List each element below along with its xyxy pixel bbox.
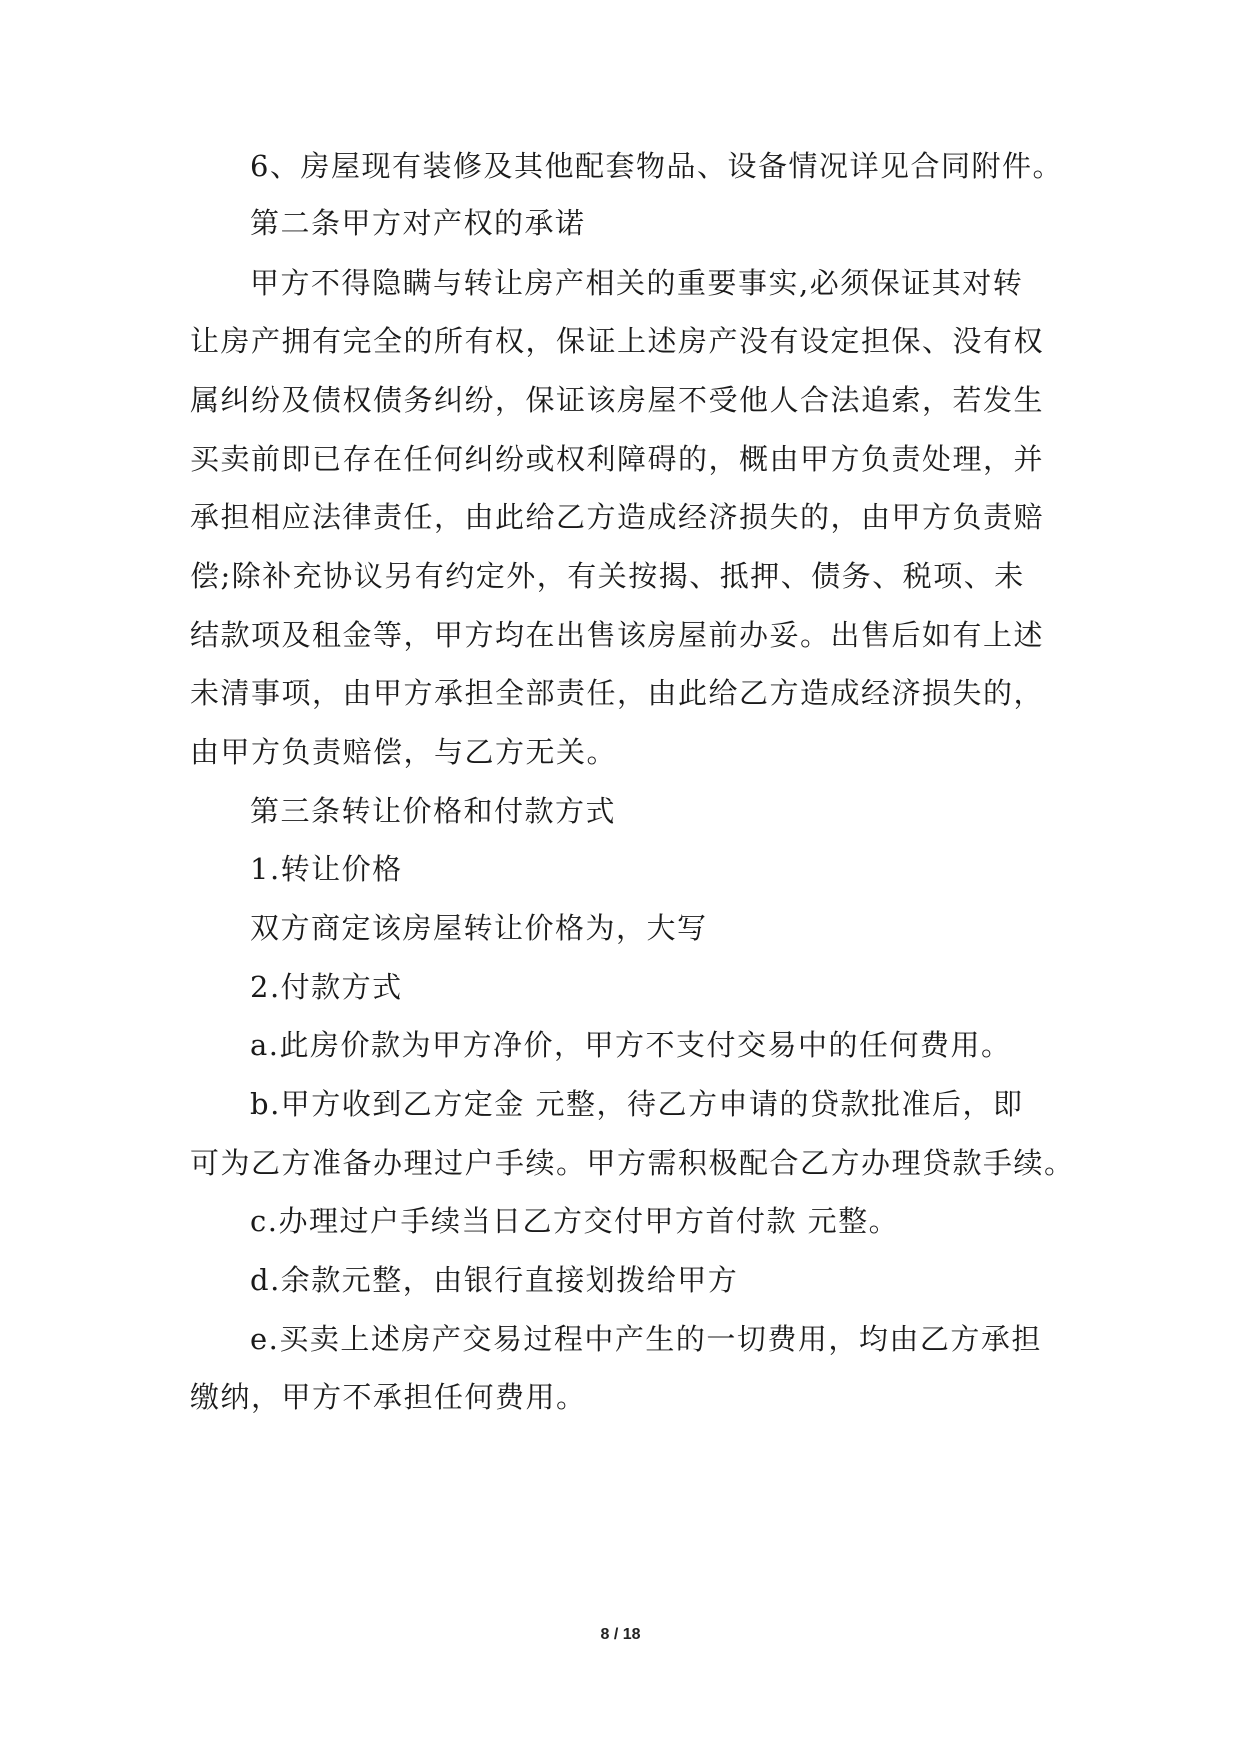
text-line: 甲方不得隐瞒与转让房产相关的重要事实,必须保证其对转: [250, 266, 1024, 300]
text-line: 让房产拥有完全的所有权，保证上述房产没有设定担保、没有权: [190, 324, 1045, 358]
text-line: 可为乙方准备办理过户手续。甲方需积极配合乙方办理贷款手续。: [190, 1146, 1075, 1180]
text-line: 未清事项，由甲方承担全部责任，由此给乙方造成经济损失的，: [190, 676, 1045, 710]
text-line: b.甲方收到乙方定金 元整，待乙方申请的贷款批准后，即: [250, 1087, 1024, 1121]
text-line: 6、房屋现有装修及其他配套物品、设备情况详见合同附件。: [250, 149, 1063, 183]
text-line: 2.付款方式: [250, 970, 403, 1004]
text-line: d.余款元整，由银行直接划拨给甲方: [250, 1263, 739, 1297]
text-line: 由甲方负责赔偿，与乙方无关。: [190, 735, 618, 769]
text-line: 双方商定该房屋转让价格为，大写: [250, 911, 708, 945]
text-line: 承担相应法律责任，由此给乙方造成经济损失的，由甲方负责赔: [190, 500, 1045, 534]
text-line: 1.转让价格: [250, 852, 403, 886]
text-line: 偿;除补充协议另有约定外，有关按揭、抵押、债务、税项、未: [190, 559, 1025, 593]
section-heading: 第二条甲方对产权的承诺: [250, 206, 586, 240]
text-line: 买卖前即已存在任何纠纷或权利障碍的，概由甲方负责处理，并: [190, 442, 1045, 476]
text-line: 结款项及租金等，甲方均在出售该房屋前办妥。出售后如有上述: [190, 618, 1045, 652]
page-number: 8 / 18: [600, 1626, 641, 1643]
text-line: e.买卖上述房产交易过程中产生的一切费用，均由乙方承担: [250, 1322, 1042, 1356]
text-line: 缴纳，甲方不承担任何费用。: [190, 1380, 587, 1414]
section-heading: 第三条转让价格和付款方式: [250, 794, 617, 828]
text-line: c.办理过户手续当日乙方交付甲方首付款 元整。: [250, 1204, 900, 1238]
text-line: a.此房价款为甲方净价，甲方不支付交易中的任何费用。: [250, 1028, 1012, 1062]
text-line: 属纠纷及债权债务纠纷，保证该房屋不受他人合法追索，若发生: [190, 383, 1045, 417]
